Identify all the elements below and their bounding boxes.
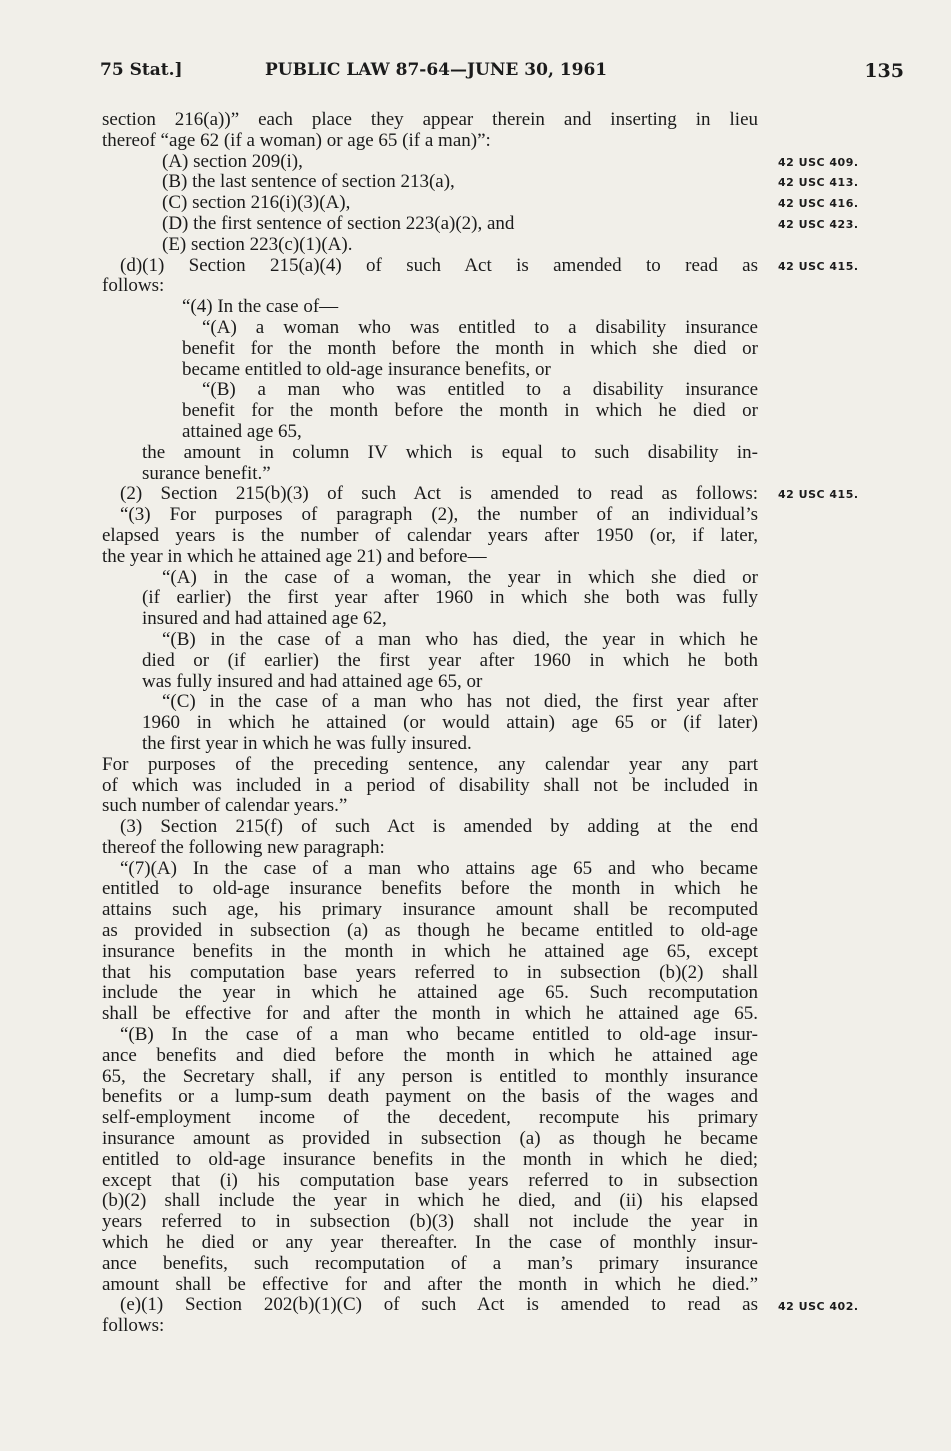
text-line: ance benefits, such recomputation of a man’s primary insurance <box>102 1252 758 1274</box>
text-line: was fully insured and had attained age 65, or <box>142 670 483 692</box>
text-line: attained age 65, <box>182 420 302 442</box>
text-line: “(C) in the case of a man who has not died, the first year after <box>162 691 758 713</box>
text-line: elapsed years is the number of calendar years after 1950 (or, if later, <box>102 524 758 546</box>
text-line: insured and had attained age 62, <box>142 608 387 630</box>
text-line: “(3) For purposes of paragraph (2), the number of an individual’s <box>120 504 758 526</box>
text-line: the year in which he attained age 21) and before— <box>102 545 487 567</box>
text-line: became entitled to old-age insurance benefits, or <box>182 358 551 380</box>
text-line: benefit for the month before the month in which she died or <box>182 337 758 359</box>
statute-text <box>102 110 758 1337</box>
text-line: “(A) a woman who was entitled to a disability insurance <box>202 316 758 338</box>
text-line: attains such age, his primary insurance amount shall be recomputed <box>102 899 758 921</box>
text-line: which he died or any year thereafter. In the case of monthly insur- <box>102 1232 758 1254</box>
text-line: entitled to old-age insurance benefits before the month in which he <box>102 878 758 900</box>
text-line: 1960 in which he attained (or would attain) age 65 or (if later) <box>142 712 758 734</box>
text-line: of which was included in a period of disability shall not be included in <box>102 774 758 796</box>
text-line: entitled to old-age insurance benefits in the month in which he died; <box>102 1148 758 1170</box>
text-line: “(A) in the case of a woman, the year in which she died or <box>162 566 758 588</box>
text-line: as provided in subsection (a) as though he became entitled to old-age <box>102 920 758 942</box>
text-line: except that (i) his computation base years referred to in subsection <box>102 1169 758 1191</box>
text-line: ance benefits and died before the month in which he attained age <box>102 1044 758 1066</box>
text-line: benefits or a lump-sum death payment on the basis of the wages and <box>102 1086 758 1108</box>
text-line: “(4) In the case of— <box>182 296 339 318</box>
text-line: years referred to in subsection (b)(3) shall not include the year in <box>102 1211 758 1233</box>
volume-reference: 75 Stat.] <box>100 60 183 80</box>
text-line: insurance amount as provided in subsection (a) as though he became <box>102 1128 758 1150</box>
text-line: such number of calendar years.” <box>102 795 348 817</box>
text-line: the first year in which he was fully insured. <box>142 732 472 754</box>
usc-citation: 42 USC 415. <box>778 488 859 502</box>
page-header <box>100 60 908 86</box>
text-line: (b)(2) shall include the year in which he died, and (ii) his elapsed <box>102 1190 758 1212</box>
usc-citation: 42 USC 409. <box>778 155 859 169</box>
text-line: (D) the first sentence of section 223(a)(2), and <box>162 212 515 234</box>
usc-citation: 42 USC 415. <box>778 259 859 273</box>
text-line: “(B) a man who was entitled to a disability insurance <box>202 379 758 401</box>
text-line: self-employment income of the decedent, recompute his primary <box>102 1107 758 1129</box>
text-line: “(7)(A) In the case of a man who attains age 65 and who became <box>120 857 758 879</box>
text-line: thereof the following new paragraph: <box>102 836 385 858</box>
text-line: follows: <box>102 1315 165 1337</box>
text-line: surance benefit.” <box>142 462 271 484</box>
text-line: (d)(1) Section 215(a)(4) of such Act is amended to read as <box>120 254 758 276</box>
text-line: (A) section 209(i), <box>162 150 303 172</box>
text-line: For purposes of the preceding sentence, any calendar year any part <box>102 753 758 775</box>
running-title: PUBLIC LAW 87-64—JUNE 30, 1961 <box>265 60 608 80</box>
text-line: follows: <box>102 275 165 297</box>
text-line: 65, the Secretary shall, if any person is entitled to monthly insurance <box>102 1065 758 1087</box>
text-line: (3) Section 215(f) of such Act is amended by adding at the end <box>120 816 758 838</box>
text-line: (if earlier) the first year after 1960 in which she both was fully <box>142 587 758 609</box>
usc-citation: 42 USC 423. <box>778 218 859 231</box>
text-line: (e)(1) Section 202(b)(1)(C) of such Act is amended to read as <box>120 1294 758 1316</box>
text-line: (B) the last sentence of section 213(a), <box>162 171 455 193</box>
text-line: shall be effective for and after the month in which he attained age 65. <box>102 1003 758 1025</box>
text-line: that his computation base years referred to in subsection (b)(2) shall <box>102 961 758 983</box>
page-number: 135 <box>864 60 904 82</box>
text-line: amount shall be effective for and after the month in which he died.” <box>102 1273 758 1295</box>
usc-citation: 42 USC 413. <box>778 176 859 190</box>
text-line: include the year in which he attained age 65. Such recomputation <box>102 982 758 1004</box>
text-line: benefit for the month before the month in which he died or <box>182 400 758 422</box>
usc-citation: 42 USC 402. <box>778 1299 859 1313</box>
text-line: the amount in column IV which is equal to such disability in- <box>142 441 758 463</box>
text-line: (C) section 216(i)(3)(A), <box>162 192 351 214</box>
text-line: (2) Section 215(b)(3) of such Act is amended to read as follows: <box>120 483 758 505</box>
text-line: (E) section 223(c)(1)(A). <box>162 233 353 255</box>
usc-citation: 42 USC 416. <box>778 197 859 211</box>
text-line: died or (if earlier) the first year after 1960 in which he both <box>142 649 758 671</box>
text-line: insurance benefits in the month in which he attained age 65, except <box>102 940 758 962</box>
text-line: section 216(a))” each place they appear therein and inserting in lieu <box>102 109 758 130</box>
text-line: thereof “age 62 (if a woman) or age 65 (if a man)”: <box>102 129 491 151</box>
text-line: “(B) in the case of a man who has died, the year in which he <box>162 628 758 650</box>
text-line: “(B) In the case of a man who became entitled to old-age insur- <box>120 1024 758 1046</box>
